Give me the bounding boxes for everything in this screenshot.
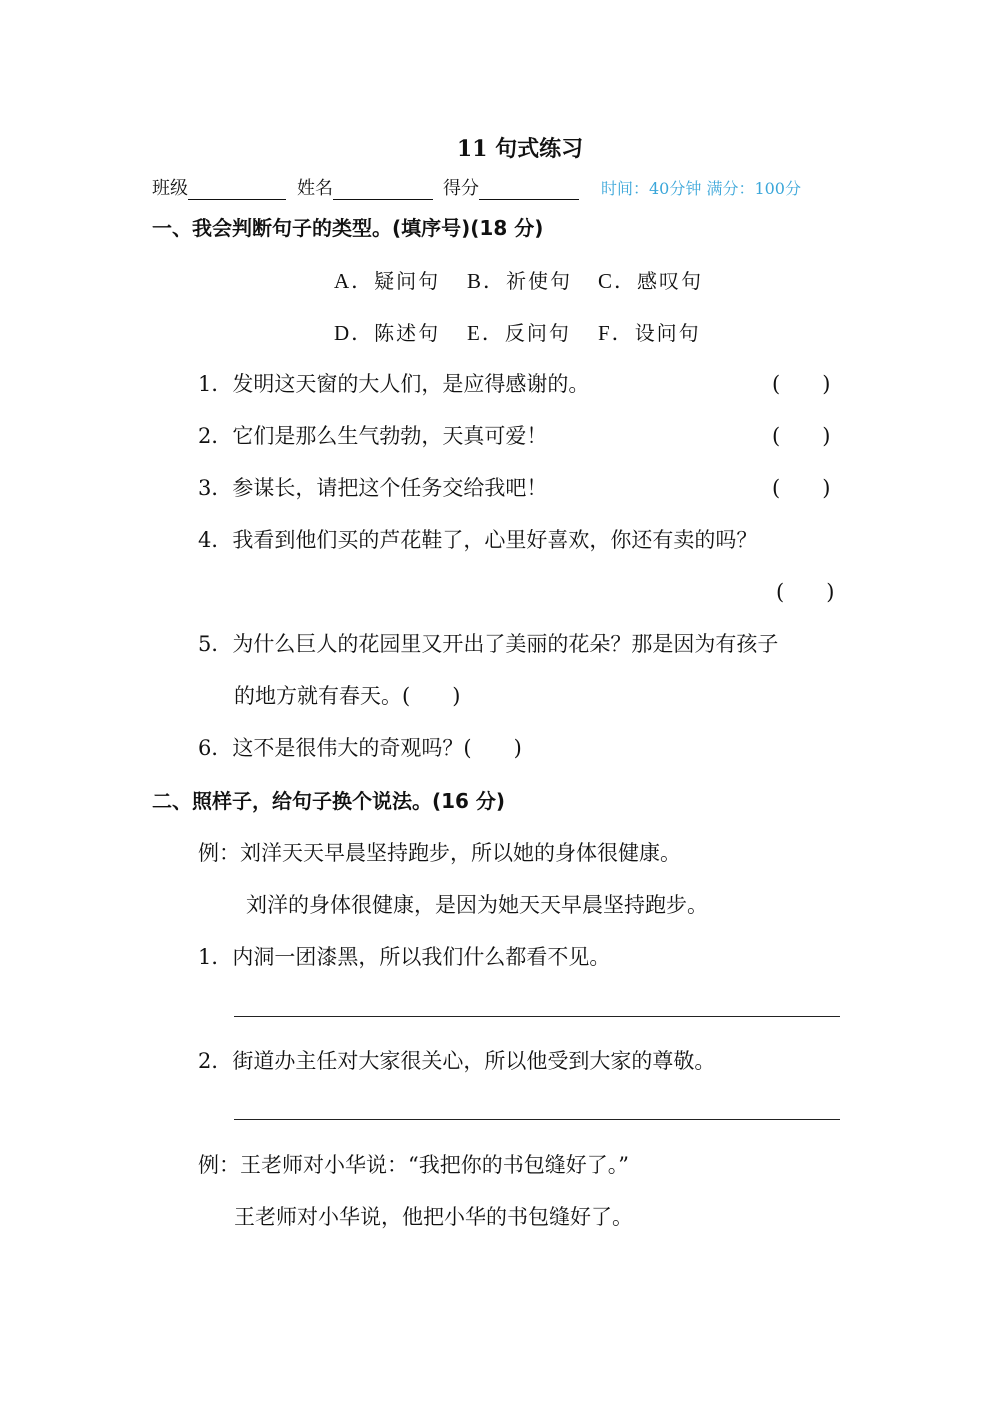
answer-line-1[interactable] <box>234 1016 840 1017</box>
question-5: 5．为什么巨人的花园里又开出了美丽的花朵？那是因为有孩子 <box>198 632 779 656</box>
answer-blank-2[interactable]: ( ) <box>772 424 831 448</box>
class-field[interactable] <box>152 174 286 200</box>
answer-blank-4[interactable]: ( ) <box>776 580 835 604</box>
score-field[interactable] <box>443 174 579 200</box>
name-field[interactable] <box>297 174 433 200</box>
section1-heading: 一、我会判断句子的类型。(填序号)(18 分) <box>152 216 544 240</box>
question-4: 4．我看到他们买的芦花鞋了，心里好喜欢，你还有卖的吗？ <box>198 528 758 552</box>
option-d: D．陈述句 <box>334 321 441 345</box>
example-2-answer: 王老师对小华说，他把小华的书包缝好了。 <box>234 1205 633 1229</box>
example-1-answer: 刘洋的身体很健康，是因为她天天早晨坚持跑步。 <box>246 893 708 917</box>
example-2: 例：王老师对小华说：“我把你的书包缝好了。” <box>198 1153 629 1177</box>
question-5-continued[interactable]: 的地方就有春天。( ) <box>234 684 461 708</box>
score-label: 得分 <box>443 178 479 199</box>
section2-heading: 二、照样子，给句子换个说法。(16 分) <box>152 789 506 813</box>
class-label: 班级 <box>152 178 188 199</box>
option-f: F．设问句 <box>598 321 701 345</box>
question-1: 1．发明这天窗的大人们，是应得感谢的。 <box>198 372 590 396</box>
question-6[interactable]: 6．这不是很伟大的奇观吗？( ) <box>198 736 522 760</box>
rewrite-question-2: 2．街道办主任对大家很关心，所以他受到大家的尊敬。 <box>198 1049 716 1073</box>
answer-line-2[interactable] <box>234 1119 840 1120</box>
name-label: 姓名 <box>297 178 333 199</box>
question-2: 2．它们是那么生气勃勃，天真可爱！ <box>198 424 548 448</box>
answer-blank-3[interactable]: ( ) <box>772 476 831 500</box>
option-a: A．疑问句 <box>334 269 441 293</box>
score-blank[interactable] <box>479 179 579 200</box>
example-1: 例：刘洋天天早晨坚持跑步，所以她的身体很健康。 <box>198 841 681 865</box>
time-score-info: 时间：40分钟 满分：100分 <box>601 179 801 198</box>
option-c: C．感叹句 <box>598 269 704 293</box>
class-blank[interactable] <box>188 179 286 200</box>
option-e: E．反问句 <box>467 321 571 345</box>
question-3: 3．参谋长，请把这个任务交给我吧！ <box>198 476 548 500</box>
rewrite-question-1: 1．内洞一团漆黑，所以我们什么都看不见。 <box>198 945 611 969</box>
answer-blank-1[interactable]: ( ) <box>772 372 831 396</box>
page-title: 11 句式练习 <box>456 136 584 162</box>
option-b: B．祈使句 <box>467 269 573 293</box>
name-blank[interactable] <box>333 179 433 200</box>
